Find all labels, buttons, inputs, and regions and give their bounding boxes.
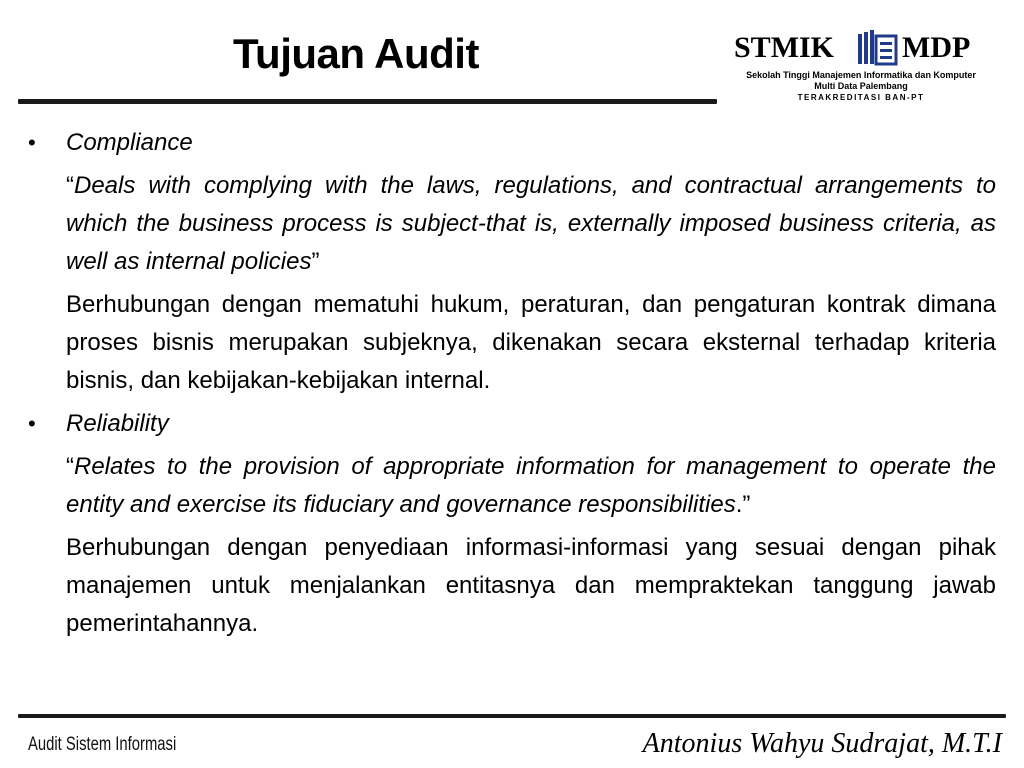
quote-open-mark: “ bbox=[66, 453, 74, 480]
logo-accreditation: TERAKREDITASI BAN-PT bbox=[797, 93, 925, 102]
bullet-label: Compliance bbox=[66, 129, 193, 156]
title-divider bbox=[18, 99, 717, 104]
books-logo-icon bbox=[856, 30, 900, 68]
bullet-item bbox=[28, 405, 996, 443]
bullet-item bbox=[28, 124, 996, 162]
slide-body bbox=[28, 124, 996, 648]
footer-divider bbox=[18, 714, 1006, 718]
bullet-label: Reliability bbox=[66, 410, 169, 437]
slide-title: Tujuan Audit bbox=[233, 30, 479, 77]
translation-paragraph: Berhubungan dengan penyediaan informasi-informasi yang sesuai dengan pihak manajemen untuk menjalankan entitasnya dan mempraktekan tanggung jawab pemerintahannya. bbox=[66, 534, 996, 637]
logo-name-left: STMIK bbox=[734, 31, 835, 64]
bullet-icon: • bbox=[28, 411, 36, 436]
quote-close-mark: ” bbox=[311, 248, 320, 275]
logo-wordmark bbox=[732, 28, 990, 68]
quote-text: Deals with complying with the laws, regulations, and contractual arrangements to which the business process is subject-that is, externally imposed business criteria, as well as internal policies bbox=[66, 172, 996, 275]
logo-name-right: MDP bbox=[902, 31, 971, 64]
footer-author: Antonius Wahyu Sudrajat, M.T.I bbox=[642, 728, 1002, 759]
quote-paragraph bbox=[66, 167, 996, 281]
footer-course-name: Audit Sistem Informasi bbox=[28, 734, 177, 755]
translation-paragraph: Berhubungan dengan mematuhi hukum, peraturan, dan pengaturan kontrak dimana proses bisnis merupakan subjeknya, dikenakan secara eksternal terhadap kriteria bisnis, dan kebijakan-kebijakan internal. bbox=[66, 291, 996, 394]
quote-text: Relates to the provision of appropriate information for management to operate the entity and exercise its fiduciary and governance responsibilities bbox=[66, 453, 996, 518]
institution-logo bbox=[732, 26, 990, 104]
quote-close-mark: .” bbox=[735, 491, 751, 518]
logo-subtitle-2: Multi Data Palembang bbox=[814, 81, 908, 91]
quote-paragraph bbox=[66, 448, 996, 524]
bullet-icon: • bbox=[28, 130, 36, 155]
quote-open-mark: “ bbox=[66, 172, 74, 199]
logo-subtitle-1: Sekolah Tinggi Manajemen Informatika dan Komputer bbox=[746, 70, 976, 80]
